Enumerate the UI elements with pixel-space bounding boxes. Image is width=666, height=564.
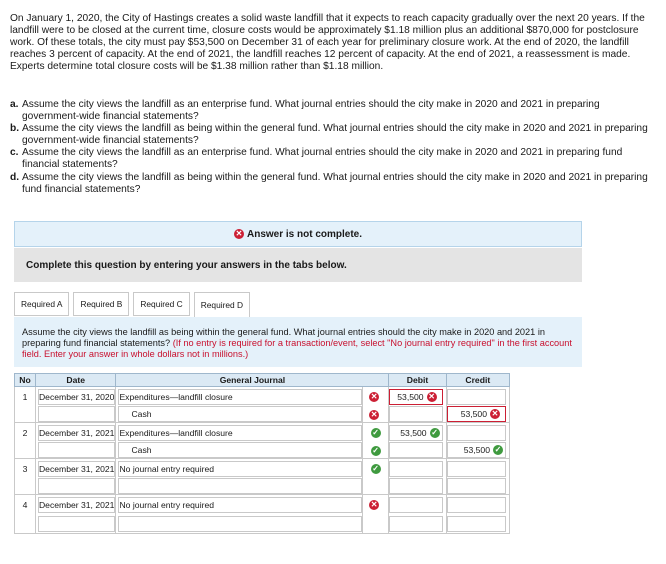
credit-input[interactable] bbox=[447, 389, 506, 405]
part-c bbox=[10, 147, 656, 171]
check-circle-icon: ✓ bbox=[494, 445, 502, 454]
part-b bbox=[10, 123, 656, 147]
date-select[interactable] bbox=[38, 478, 115, 494]
debit-input[interactable] bbox=[389, 461, 442, 477]
credit-input[interactable] bbox=[447, 461, 506, 477]
entry-number: 4 bbox=[15, 495, 36, 515]
date-select[interactable]: December 31, 2021 bbox=[38, 497, 115, 513]
account-select[interactable] bbox=[118, 478, 361, 494]
x-circle-icon: ✕ bbox=[370, 500, 378, 509]
entry-number: 3 bbox=[15, 459, 36, 479]
date-select[interactable]: December 31, 2021 bbox=[38, 425, 115, 441]
debit-input[interactable] bbox=[389, 497, 442, 513]
incomplete-alert bbox=[14, 221, 582, 247]
part-text: Assume the city views the landfill as being within the general fund. What journal entries should the city make in 2020 and 2021 in preparing fund financial statements? bbox=[22, 171, 648, 195]
question-text: Assume the city views the landfill as being within the general fund. What journal entries should the city make in 2020 and 2021 in preparing fund financial statements? bbox=[22, 327, 545, 348]
credit-input[interactable] bbox=[447, 478, 506, 494]
tab-bar bbox=[14, 292, 254, 316]
col-credit: Credit bbox=[446, 374, 509, 387]
instructions-banner bbox=[14, 248, 582, 282]
account-select[interactable]: Expenditures—landfill closure bbox=[118, 425, 361, 441]
x-circle-icon: ✕ bbox=[370, 409, 378, 419]
date-select[interactable]: December 31, 2020 bbox=[38, 389, 115, 405]
tab-required-c[interactable]: Required C bbox=[133, 292, 189, 316]
check-circle-icon: ✓ bbox=[372, 464, 379, 473]
x-circle-icon: ✕ bbox=[235, 229, 243, 238]
part-label: c. bbox=[10, 147, 19, 159]
table-row bbox=[15, 478, 510, 495]
credit-input[interactable] bbox=[447, 516, 506, 532]
x-circle-icon: ✕ bbox=[491, 409, 499, 418]
credit-value: 53,500 bbox=[460, 409, 487, 419]
question-box bbox=[14, 317, 582, 367]
part-label: a. bbox=[10, 99, 19, 110]
table-row bbox=[15, 442, 510, 459]
entry-number: 1 bbox=[15, 387, 36, 407]
col-general-journal: General Journal bbox=[116, 374, 389, 387]
check-circle-icon: ✓ bbox=[372, 428, 379, 437]
debit-input[interactable] bbox=[389, 425, 442, 441]
x-circle-icon: ✕ bbox=[370, 392, 378, 401]
account-select[interactable]: Cash bbox=[118, 406, 361, 422]
alert-text: Answer is not complete. bbox=[246, 228, 363, 240]
account-select[interactable]: Cash bbox=[118, 442, 361, 458]
date-select[interactable] bbox=[38, 442, 115, 458]
debit-input[interactable] bbox=[389, 406, 442, 422]
table-row bbox=[15, 514, 510, 534]
credit-input[interactable] bbox=[447, 497, 506, 513]
credit-input[interactable] bbox=[447, 425, 506, 441]
journal-table bbox=[14, 373, 510, 534]
question-parts bbox=[10, 99, 656, 196]
tab-required-b[interactable]: Required B bbox=[73, 292, 129, 316]
date-select[interactable]: December 31, 2021 bbox=[38, 461, 115, 477]
check-circle-icon: ✓ bbox=[431, 427, 438, 437]
part-text: Assume the city views the landfill as an enterprise fund. What journal entries should the city make in 2020 and 2021 in preparing fund financial statements? bbox=[22, 147, 623, 171]
x-circle-icon: ✕ bbox=[428, 391, 435, 401]
col-date: Date bbox=[35, 374, 115, 387]
problem-statement: On January 1, 2020, the City of Hastings creates a solid waste landfill that it expects to reach capacity gradually over the next 20 years. If the landfill were to be closed at the current time, closure costs would be approximately $1.18 million plus an additional $870,000 for postclosure work. Of these totals, the city must pay $53,500 on December 31 of each year for preliminary closure work. At the end of 2020, the landfill reaches 3 percent of capacity. At the end of 2021, the landfill reaches 12 percent of capacity. At the end of 2021, a reassessment is made. Experts determine total closure costs will be $1.38 million rather than $1.18 million. bbox=[10, 13, 645, 73]
debit-input[interactable] bbox=[389, 516, 442, 532]
account-select[interactable] bbox=[118, 516, 361, 532]
table-row bbox=[15, 459, 510, 479]
table-row bbox=[15, 387, 510, 407]
check-circle-icon: ✓ bbox=[372, 445, 379, 455]
part-text: Assume the city views the landfill as an enterprise fund. What journal entries should the city make in 2020 and 2021 in preparing government-wide financial statements? bbox=[22, 99, 600, 123]
debit-input[interactable] bbox=[389, 442, 442, 458]
account-select[interactable]: No journal entry required bbox=[118, 461, 361, 477]
col-debit: Debit bbox=[389, 374, 446, 387]
table-row bbox=[15, 423, 510, 443]
date-select[interactable] bbox=[38, 516, 115, 532]
part-d bbox=[10, 172, 656, 196]
account-select[interactable]: Expenditures—landfill closure bbox=[118, 389, 361, 405]
question-note: (If no entry is required for a transaction/event, select "No journal entry required" in the first account field. Enter your answer in whole dollars not in millions.) bbox=[22, 338, 572, 359]
part-label: b. bbox=[10, 123, 20, 135]
part-label: d. bbox=[10, 171, 20, 183]
instructions-text: Complete this question by entering your answers in the tabs below. bbox=[26, 259, 347, 271]
debit-input[interactable] bbox=[389, 389, 442, 405]
debit-input[interactable] bbox=[389, 478, 442, 494]
credit-value: 53,500 bbox=[463, 445, 490, 455]
part-text: Assume the city views the landfill as being within the general fund. What journal entries should the city make in 2020 and 2021 in preparing government-wide financial statements? bbox=[22, 123, 648, 147]
credit-input[interactable] bbox=[447, 406, 506, 422]
journal-header-row bbox=[15, 374, 510, 387]
debit-value: 53,500 bbox=[400, 427, 427, 438]
table-row bbox=[15, 495, 510, 515]
tab-required-d[interactable]: Required D bbox=[194, 292, 250, 318]
table-row bbox=[15, 406, 510, 423]
credit-input[interactable] bbox=[447, 442, 506, 458]
account-select[interactable]: No journal entry required bbox=[118, 497, 361, 513]
date-select[interactable] bbox=[38, 406, 115, 422]
part-a bbox=[10, 99, 656, 123]
entry-number: 2 bbox=[15, 423, 36, 443]
tab-required-a[interactable]: Required A bbox=[14, 292, 69, 316]
debit-value: 53,500 bbox=[397, 391, 424, 402]
col-no: No bbox=[15, 374, 36, 387]
